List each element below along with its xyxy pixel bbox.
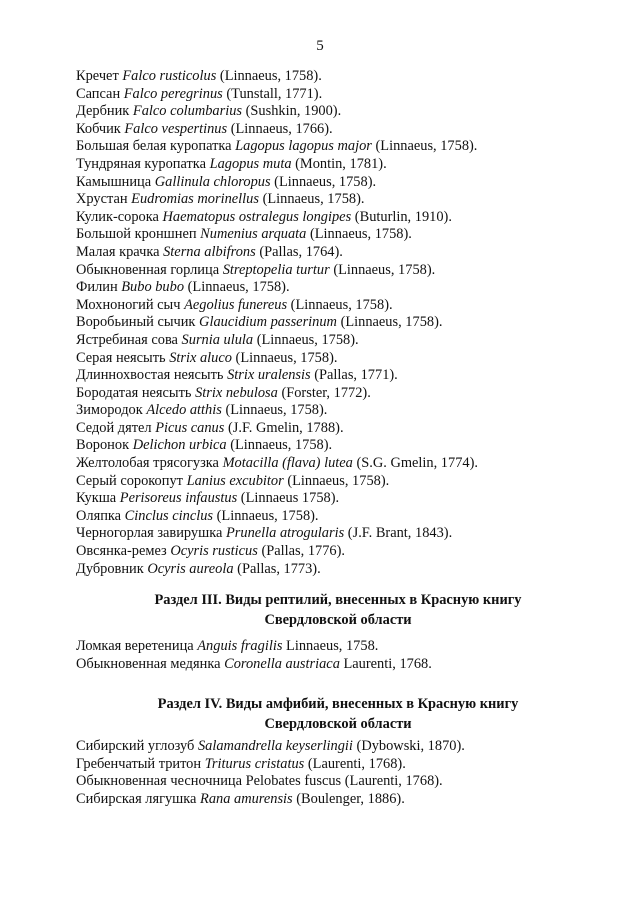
species-author: (Linnaeus, 1758). xyxy=(274,173,377,190)
species-author: (Linnaeus, 1758). xyxy=(262,191,365,208)
species-author: (Tunstall, 1771). xyxy=(226,85,323,102)
species-entry xyxy=(76,191,596,209)
species-latin-name: Strix uralensis xyxy=(227,367,311,384)
species-common-name: Зимородок xyxy=(76,402,143,419)
species-author: (Linnaeus, 1758). xyxy=(333,261,436,278)
species-entry xyxy=(76,385,596,403)
species-latin-name: Eudromias morinellus xyxy=(131,191,259,208)
species-common-name: Серая неясыть xyxy=(76,349,166,366)
species-entry xyxy=(76,738,596,756)
species-entry xyxy=(76,244,596,262)
species-entry xyxy=(76,121,596,139)
amphibians-species-list xyxy=(76,738,596,808)
species-author: (J.F. Gmelin, 1788). xyxy=(227,419,344,436)
species-entry xyxy=(76,332,596,350)
species-author: (Pallas, 1776). xyxy=(261,543,346,560)
species-entry xyxy=(76,773,596,791)
species-entry xyxy=(76,279,596,297)
species-entry xyxy=(76,262,596,280)
species-latin-name: Strix nebulosa xyxy=(195,384,278,401)
species-entry xyxy=(76,656,596,674)
species-author: (Forster, 1772). xyxy=(281,384,371,401)
species-entry xyxy=(76,473,596,491)
species-entry xyxy=(76,297,596,315)
species-entry xyxy=(76,756,596,774)
species-common-name: Хрустан xyxy=(76,191,128,208)
species-common-name: Филин xyxy=(76,279,118,296)
species-entry xyxy=(76,525,596,543)
species-common-name: Сапсан xyxy=(76,85,121,102)
species-common-name: Сибирский углозуб xyxy=(76,738,195,754)
species-entry xyxy=(76,209,596,227)
species-latin-name: Ocyris aureola xyxy=(147,560,234,577)
species-author: (Sushkin, 1900). xyxy=(245,103,342,120)
species-common-name: Большой кроншнеп xyxy=(76,226,197,243)
species-author: (S.G. Gmelin, 1774). xyxy=(356,455,478,472)
species-author: (Linnaeus, 1758). xyxy=(375,138,478,155)
species-latin-name: Picus canus xyxy=(155,419,225,436)
species-common-name: Ломкая веретеница xyxy=(76,638,194,654)
species-common-name: Ястребиная сова xyxy=(76,331,178,348)
species-latin-name: Lagopus lagopus major xyxy=(235,138,372,155)
species-common-name: Обыкновенная медянка xyxy=(76,655,221,672)
species-common-name: Воронок xyxy=(76,437,130,454)
species-latin-name: Surnia ulula xyxy=(181,331,254,348)
species-author: (Linnaeus, 1766). xyxy=(230,120,333,137)
species-common-name: Мохноногий сыч xyxy=(76,296,181,313)
species-common-name: Обыкновенная горлица xyxy=(76,261,220,278)
species-author: (J.F. Brant, 1843). xyxy=(347,525,453,542)
species-author: (Pallas, 1773). xyxy=(237,560,321,577)
species-latin-name: Bubo bubo xyxy=(121,279,185,296)
species-entry xyxy=(76,437,596,455)
species-author: (Linnaeus, 1758). xyxy=(287,472,390,489)
species-latin-name: Streptopelia turtur xyxy=(222,261,330,278)
species-entry xyxy=(76,402,596,420)
species-latin-name: Anguis fragilis xyxy=(197,638,283,654)
species-author: (Linnaeus, 1758). xyxy=(290,296,393,313)
species-entry xyxy=(76,156,596,174)
species-author: (Montin, 1781). xyxy=(295,155,387,172)
species-latin-name: Alcedo atthis xyxy=(146,402,222,419)
birds-species-list xyxy=(76,68,596,578)
species-author: (Linnaeus, 1758). xyxy=(309,226,412,243)
species-author: (Linnaeus, 1758). xyxy=(256,331,359,348)
species-common-name: Седой дятел xyxy=(76,419,152,436)
species-latin-name: Cinclus cinclus xyxy=(124,507,214,524)
species-author: (Linnaeus, 1758). xyxy=(219,68,322,84)
species-latin-name: Strix aluco xyxy=(169,349,232,366)
species-author: Linnaeus, 1758. xyxy=(286,638,379,654)
species-latin-name: Perisoreus infaustus xyxy=(119,490,238,507)
species-common-name: Тундряная куропатка xyxy=(76,155,206,172)
species-author: (Boulenger, 1886). xyxy=(296,790,405,807)
species-latin-name: Lagopus muta xyxy=(209,155,292,172)
species-entry xyxy=(76,138,596,156)
page-number: 5 xyxy=(316,38,324,54)
species-author: (Pallas, 1771). xyxy=(314,367,398,384)
species-common-name: Кулик-сорока xyxy=(76,208,159,225)
species-author: (Linnaeus, 1758). xyxy=(225,402,328,419)
species-entry xyxy=(76,350,596,368)
species-entry xyxy=(76,543,596,561)
species-common-name: Большая белая куропатка xyxy=(76,138,232,155)
species-entry xyxy=(76,68,596,86)
reptiles-species-list xyxy=(76,638,596,673)
species-latin-name: Prunella atrogularis xyxy=(225,525,345,542)
species-author: (Pallas, 1764). xyxy=(259,243,343,260)
species-author: (Linnaeus 1758). xyxy=(240,490,340,507)
species-entry xyxy=(76,103,596,121)
species-common-name: Воробьиный сычик xyxy=(76,314,196,331)
species-entry xyxy=(76,638,596,656)
species-author: (Laurenti, 1768). xyxy=(307,755,406,772)
species-author: (Linnaeus, 1758). xyxy=(230,437,333,454)
species-common-name: Бородатая неясыть xyxy=(76,384,192,401)
species-latin-name: Pelobates fuscus xyxy=(245,773,342,790)
species-common-name: Серый сорокопут xyxy=(76,472,183,489)
species-common-name: Камышница xyxy=(76,173,152,190)
section-heading-reptiles xyxy=(76,590,600,630)
species-entry xyxy=(76,508,596,526)
species-common-name: Сибирская лягушка xyxy=(76,790,197,807)
species-entry xyxy=(76,791,596,809)
species-author: (Linnaeus, 1758). xyxy=(216,507,319,524)
species-entry xyxy=(76,367,596,385)
species-common-name: Дербник xyxy=(76,103,130,120)
species-entry xyxy=(76,455,596,473)
species-common-name: Овсянка-ремез xyxy=(76,543,167,560)
species-entry xyxy=(76,86,596,104)
species-entry xyxy=(76,226,596,244)
species-latin-name: Salamandrella keyserlingii xyxy=(197,738,353,754)
species-common-name: Кречет xyxy=(76,68,119,84)
species-common-name: Дубровник xyxy=(76,560,144,577)
species-common-name: Кукша xyxy=(76,490,117,507)
species-latin-name: Triturus cristatus xyxy=(204,755,305,772)
species-latin-name: Gallinula chloropus xyxy=(154,173,271,190)
species-author: (Linnaeus, 1758). xyxy=(187,279,290,296)
species-common-name: Желтолобая трясогузка xyxy=(76,455,219,472)
species-entry xyxy=(76,561,596,579)
species-author: (Buturlin, 1910). xyxy=(354,208,452,225)
species-author: (Linnaeus, 1758). xyxy=(340,314,443,331)
species-common-name: Кобчик xyxy=(76,120,121,137)
species-author: Laurenti, 1768. xyxy=(343,655,432,672)
section-heading-line: Свердловской области xyxy=(264,716,412,732)
species-latin-name: Delichon urbica xyxy=(132,437,227,454)
species-latin-name: Falco rusticolus xyxy=(122,68,217,84)
species-latin-name: Sterna albifrons xyxy=(163,243,256,260)
section-heading-line: Раздел IV. Виды амфибий, внесенных в Красную книгу xyxy=(157,696,519,712)
species-latin-name: Motacilla (flava) lutea xyxy=(222,455,353,472)
species-common-name: Черногорлая завирушка xyxy=(76,525,223,542)
species-entry xyxy=(76,420,596,438)
species-latin-name: Aegolius funereus xyxy=(184,296,288,313)
section-heading-amphibians xyxy=(76,694,600,734)
section-heading-line: Свердловской области xyxy=(264,612,412,628)
species-common-name: Гребенчатый тритон xyxy=(76,755,202,772)
species-latin-name: Falco vespertinus xyxy=(124,120,228,137)
species-entry xyxy=(76,174,596,192)
species-entry xyxy=(76,314,596,332)
species-latin-name: Rana amurensis xyxy=(200,790,293,807)
species-common-name: Малая крачка xyxy=(76,243,160,260)
species-latin-name: Glaucidium passerinum xyxy=(199,314,337,331)
species-entry xyxy=(76,490,596,508)
species-common-name: Оляпка xyxy=(76,507,122,524)
species-latin-name: Ocyris rusticus xyxy=(170,543,258,560)
species-latin-name: Falco columbarius xyxy=(132,103,243,120)
species-latin-name: Lanius excubitor xyxy=(186,472,284,489)
species-common-name: Длиннохвостая неясыть xyxy=(76,367,224,384)
species-latin-name: Numenius arquata xyxy=(200,226,307,243)
species-author: (Laurenti, 1768). xyxy=(344,773,443,790)
species-author: (Linnaeus, 1758). xyxy=(235,349,338,366)
species-latin-name: Falco peregrinus xyxy=(123,85,223,102)
species-author: (Dybowski, 1870). xyxy=(356,738,465,754)
section-heading-line: Раздел III. Виды рептилий, внесенных в Красную книгу xyxy=(154,592,522,608)
species-latin-name: Haematopus ostralegus longipes xyxy=(162,208,352,225)
species-common-name: Обыкновенная чесночница xyxy=(76,773,242,790)
species-latin-name: Coronella austriaca xyxy=(224,655,340,672)
